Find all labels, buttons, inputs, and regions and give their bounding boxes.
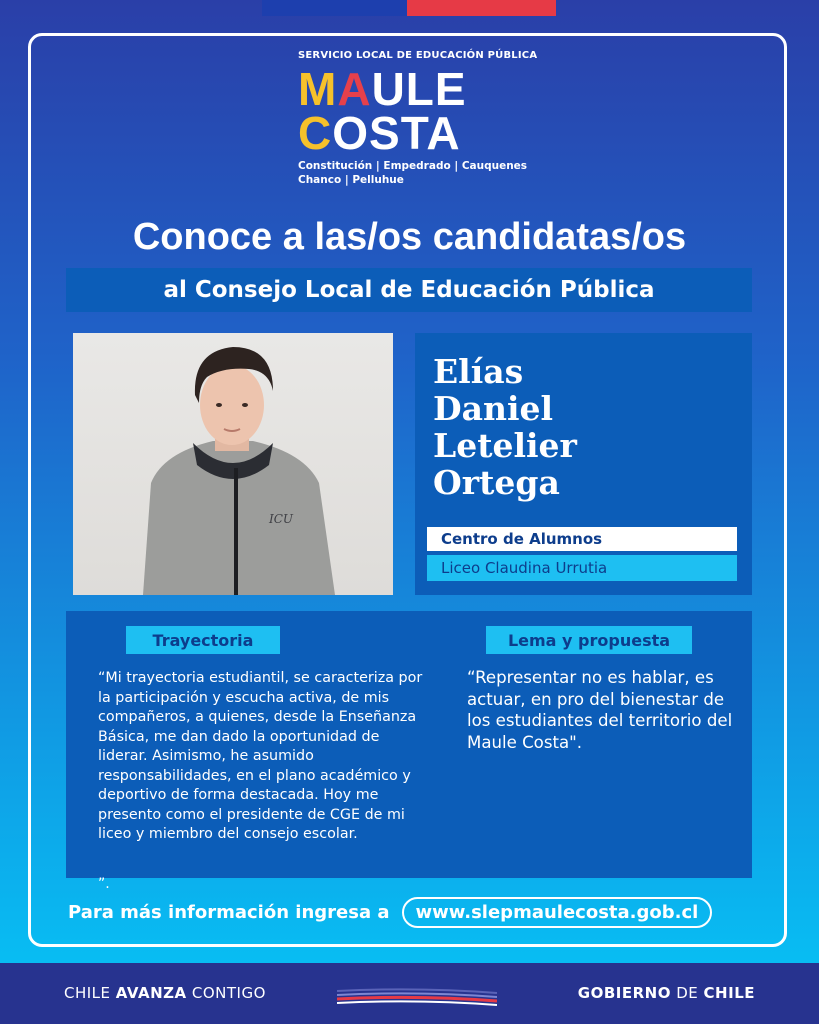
headline: Conoce a las/os candidatas/os [132, 216, 687, 258]
info-panel [66, 611, 752, 878]
person-illustration [73, 333, 393, 595]
chile-avanza-contigo: CHILE AVANZA CONTIGO [64, 984, 266, 1002]
government-footer-bar [0, 963, 819, 1024]
website-link[interactable]: www.slepmaulecosta.gob.cl [402, 897, 713, 928]
top-stripe-red [407, 0, 556, 16]
candidate-photo [73, 333, 393, 595]
logo-word-costa: COSTA [298, 107, 461, 159]
svg-text:ICU: ICU [269, 512, 294, 526]
more-info [68, 897, 712, 927]
candidate-name: Elías Daniel Letelier Ortega [433, 352, 577, 502]
trayectoria-closing-quote: ”. [98, 876, 110, 892]
category-badge: Centro de Alumnos [427, 527, 737, 551]
logo-word-maule: MAULE [298, 63, 467, 115]
subheadline-band [66, 268, 752, 312]
logo [298, 50, 558, 187]
logo-communes: Constitución | Empedrado | Cauquenes Chanco | Pelluhue [298, 160, 528, 186]
lema-label: Lema y propuesta [486, 626, 692, 654]
top-stripe-blue [262, 0, 407, 16]
school-badge: Liceo Claudina Urrutia [427, 555, 737, 581]
trayectoria-label: Trayectoria [126, 626, 280, 654]
subheadline: al Consejo Local de Educación Pública [163, 277, 655, 303]
logo-service-text: SERVICIO LOCAL DE EDUCACIÓN PÚBLICA [298, 50, 538, 61]
more-info-label: Para más información ingresa a [68, 901, 390, 923]
lema-text: “Representar no es hablar, es actuar, en pro del bienestar de los estudiantes del territorio del Maule Costa". [467, 668, 733, 752]
candidate-name-panel [415, 333, 752, 595]
decorative-stripes-icon [337, 979, 497, 1009]
trayectoria-text: “Mi trayectoria estudiantil, se caracteriza por la participación y escucha activa, de mis compañeros, a quienes, desde la Enseñanza Básica, me dan dado la oportunidad de liderar. Asimismo, he asumido responsabilidades, en el plano académico y deportivo de forma destacada. Hoy me presento como el presidente de CGE de mi liceo y miembro del consejo escolar. [98, 670, 423, 842]
gobierno-de-chile: GOBIERNO DE CHILE [577, 984, 755, 1002]
